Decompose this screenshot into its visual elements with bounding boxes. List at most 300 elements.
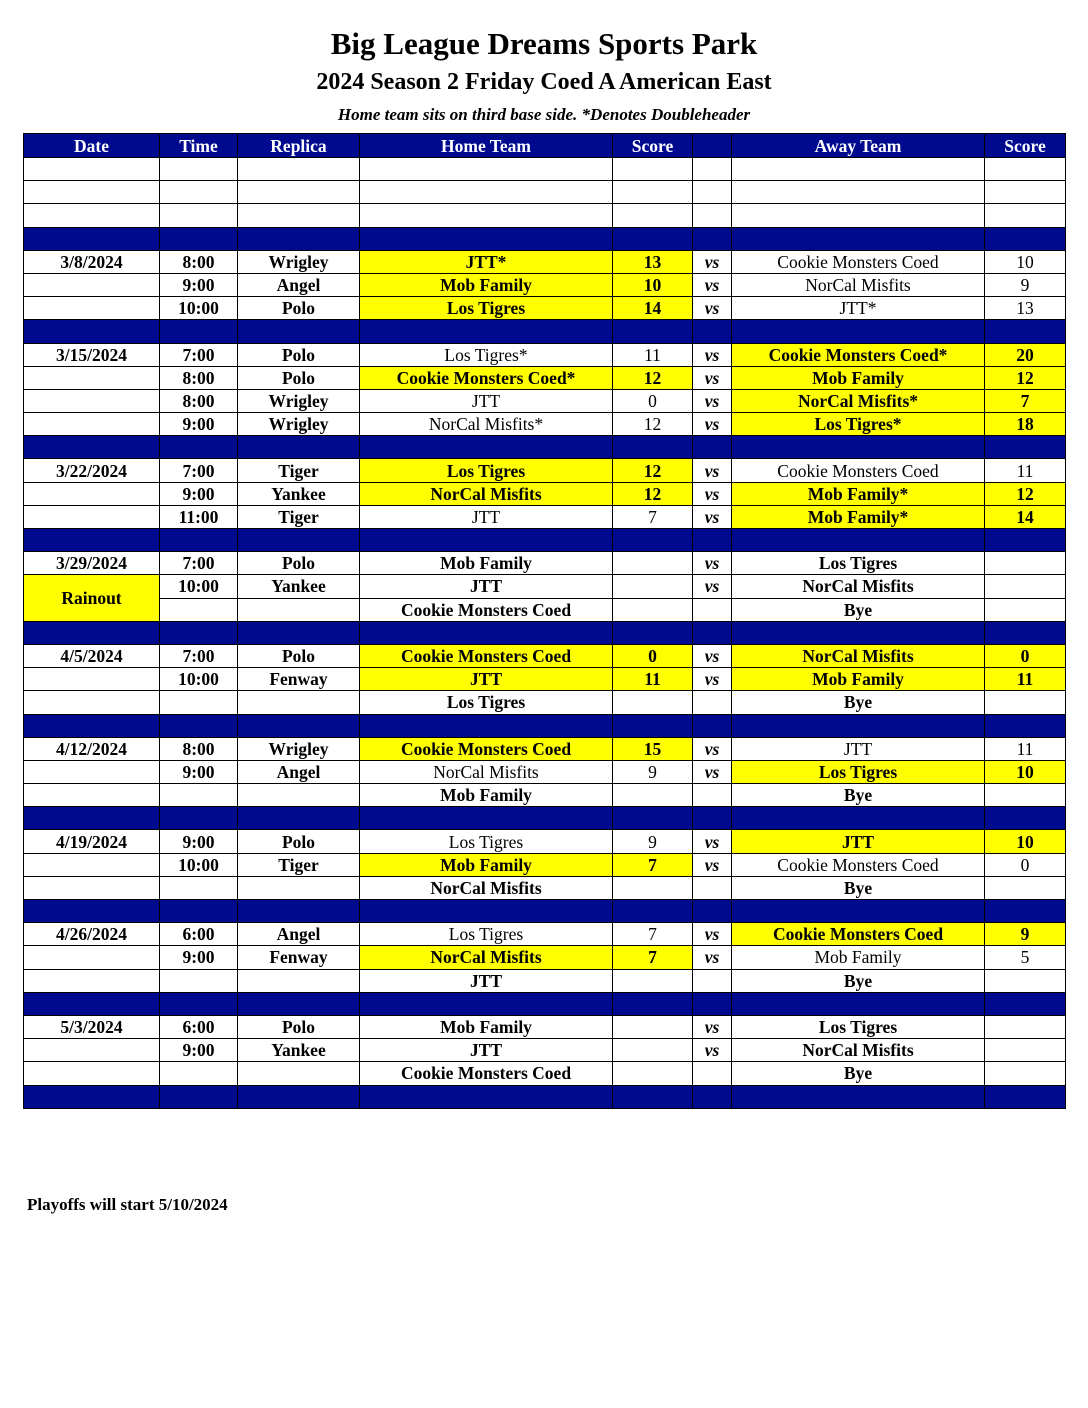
away-team-cell: Cookie Monsters Coed bbox=[732, 459, 985, 482]
home-team-cell: Cookie Monsters Coed bbox=[360, 598, 613, 621]
schedule-note: Home team sits on third base side. *Denotes Doubleheader bbox=[337, 105, 751, 124]
replica-cell: Polo bbox=[238, 366, 360, 389]
separator-row bbox=[24, 529, 1066, 552]
replica-cell: Tiger bbox=[238, 505, 360, 528]
separator-cell bbox=[238, 714, 360, 737]
vs-cell: vs bbox=[693, 250, 732, 273]
separator-cell bbox=[24, 900, 160, 923]
away-team-cell: Bye bbox=[732, 784, 985, 807]
separator-cell bbox=[985, 320, 1066, 343]
separator-cell bbox=[732, 621, 985, 644]
date-cell bbox=[24, 691, 160, 714]
away-score-cell: 10 bbox=[985, 760, 1066, 783]
blank-cell bbox=[693, 158, 732, 181]
vs-cell: vs bbox=[693, 482, 732, 505]
game-row bbox=[24, 459, 1066, 482]
home-score-cell bbox=[613, 575, 693, 598]
away-score-cell: 12 bbox=[985, 366, 1066, 389]
date-cell bbox=[24, 413, 160, 436]
blank-cell bbox=[160, 181, 238, 204]
away-team-cell: Bye bbox=[732, 691, 985, 714]
blank-row bbox=[24, 181, 1066, 204]
date-cell bbox=[24, 876, 160, 899]
away-score-cell: 12 bbox=[985, 482, 1066, 505]
game-row bbox=[24, 1062, 1066, 1085]
col-home-team: Home Team bbox=[360, 134, 613, 158]
game-row bbox=[24, 389, 1066, 412]
game-row bbox=[24, 668, 1066, 691]
separator-cell bbox=[732, 320, 985, 343]
separator-cell bbox=[732, 714, 985, 737]
time-cell: 11:00 bbox=[160, 505, 238, 528]
separator-cell bbox=[160, 714, 238, 737]
separator-cell bbox=[613, 529, 693, 552]
home-team-cell: JTT* bbox=[360, 250, 613, 273]
away-score-cell bbox=[985, 598, 1066, 621]
separator-cell bbox=[693, 900, 732, 923]
away-score-cell: 11 bbox=[985, 459, 1066, 482]
separator-cell bbox=[238, 900, 360, 923]
time-cell: 9:00 bbox=[160, 1039, 238, 1062]
home-team-cell: Mob Family bbox=[360, 853, 613, 876]
date-cell bbox=[24, 273, 160, 296]
blank-cell bbox=[613, 181, 693, 204]
separator-cell bbox=[360, 436, 613, 459]
away-score-cell: 13 bbox=[985, 297, 1066, 320]
vs-cell bbox=[693, 598, 732, 621]
home-score-cell: 9 bbox=[613, 760, 693, 783]
replica-cell: Polo bbox=[238, 297, 360, 320]
blank-cell bbox=[732, 181, 985, 204]
vs-cell bbox=[693, 876, 732, 899]
vs-cell: vs bbox=[693, 668, 732, 691]
date-cell: 3/15/2024 bbox=[24, 343, 160, 366]
separator-cell bbox=[160, 320, 238, 343]
home-score-cell bbox=[613, 969, 693, 992]
home-team-cell: Mob Family bbox=[360, 552, 613, 575]
time-cell: 9:00 bbox=[160, 482, 238, 505]
time-cell bbox=[160, 876, 238, 899]
separator-cell bbox=[693, 621, 732, 644]
away-score-cell: 20 bbox=[985, 343, 1066, 366]
vs-cell: vs bbox=[693, 273, 732, 296]
vs-cell: vs bbox=[693, 760, 732, 783]
schedule-body bbox=[24, 158, 1066, 1109]
game-row bbox=[24, 876, 1066, 899]
separator-cell bbox=[985, 1085, 1066, 1108]
separator-cell bbox=[613, 714, 693, 737]
page-title: Big League Dreams Sports Park bbox=[330, 26, 758, 61]
home-team-cell: Cookie Monsters Coed bbox=[360, 1062, 613, 1085]
separator-cell bbox=[24, 320, 160, 343]
away-score-cell bbox=[985, 1015, 1066, 1038]
away-team-cell: Bye bbox=[732, 969, 985, 992]
separator-cell bbox=[693, 320, 732, 343]
vs-cell bbox=[693, 784, 732, 807]
replica-cell bbox=[238, 598, 360, 621]
separator-cell bbox=[693, 529, 732, 552]
replica-cell: Polo bbox=[238, 644, 360, 667]
home-score-cell: 11 bbox=[613, 668, 693, 691]
date-cell bbox=[24, 946, 160, 969]
home-score-cell: 7 bbox=[613, 853, 693, 876]
vs-cell: vs bbox=[693, 946, 732, 969]
game-row bbox=[24, 1015, 1066, 1038]
away-team-cell: JTT bbox=[732, 737, 985, 760]
away-team-cell: Cookie Monsters Coed bbox=[732, 250, 985, 273]
home-team-cell: JTT bbox=[360, 575, 613, 598]
blank-cell bbox=[24, 181, 160, 204]
away-score-cell bbox=[985, 691, 1066, 714]
vs-cell: vs bbox=[693, 366, 732, 389]
time-cell bbox=[160, 969, 238, 992]
vs-cell: vs bbox=[693, 923, 732, 946]
away-team-cell: Los Tigres* bbox=[732, 413, 985, 436]
blank-cell bbox=[360, 181, 613, 204]
vs-cell: vs bbox=[693, 505, 732, 528]
time-cell bbox=[160, 598, 238, 621]
separator-cell bbox=[24, 714, 160, 737]
separator-cell bbox=[360, 714, 613, 737]
separator-cell bbox=[985, 621, 1066, 644]
home-team-cell: Mob Family bbox=[360, 1015, 613, 1038]
separator-cell bbox=[985, 807, 1066, 830]
blank-cell bbox=[360, 158, 613, 181]
separator-cell bbox=[613, 992, 693, 1015]
game-row bbox=[24, 691, 1066, 714]
blank-row bbox=[24, 204, 1066, 227]
date-cell bbox=[24, 760, 160, 783]
separator-cell bbox=[732, 227, 985, 250]
game-row bbox=[24, 784, 1066, 807]
blank-cell bbox=[238, 181, 360, 204]
home-score-cell: 14 bbox=[613, 297, 693, 320]
away-team-cell: NorCal Misfits bbox=[732, 1039, 985, 1062]
away-team-cell: NorCal Misfits* bbox=[732, 389, 985, 412]
vs-cell: vs bbox=[693, 297, 732, 320]
home-score-cell: 13 bbox=[613, 250, 693, 273]
vs-cell: vs bbox=[693, 1015, 732, 1038]
separator-cell bbox=[613, 900, 693, 923]
game-row bbox=[24, 853, 1066, 876]
separator-cell bbox=[24, 621, 160, 644]
separator-cell bbox=[24, 227, 160, 250]
blank-cell bbox=[160, 158, 238, 181]
time-cell: 6:00 bbox=[160, 923, 238, 946]
blank-cell bbox=[160, 204, 238, 227]
separator-cell bbox=[360, 807, 613, 830]
away-score-cell bbox=[985, 1062, 1066, 1085]
time-cell: 9:00 bbox=[160, 830, 238, 853]
separator-cell bbox=[613, 227, 693, 250]
separator-cell bbox=[613, 807, 693, 830]
away-score-cell: 7 bbox=[985, 389, 1066, 412]
home-score-cell bbox=[613, 552, 693, 575]
away-score-cell bbox=[985, 552, 1066, 575]
home-team-cell: Los Tigres bbox=[360, 923, 613, 946]
separator-cell bbox=[360, 227, 613, 250]
time-cell: 9:00 bbox=[160, 760, 238, 783]
col-replica: Replica bbox=[238, 134, 360, 158]
time-cell: 7:00 bbox=[160, 343, 238, 366]
home-team-cell: Los Tigres bbox=[360, 691, 613, 714]
away-team-cell: Los Tigres bbox=[732, 552, 985, 575]
away-team-cell: Cookie Monsters Coed* bbox=[732, 343, 985, 366]
replica-cell: Yankee bbox=[238, 1039, 360, 1062]
away-team-cell: Mob Family bbox=[732, 946, 985, 969]
away-team-cell: JTT bbox=[732, 830, 985, 853]
col-vs bbox=[693, 134, 732, 158]
blank-cell bbox=[613, 158, 693, 181]
game-row bbox=[24, 1039, 1066, 1062]
date-cell: Rainout bbox=[24, 575, 160, 621]
vs-cell: vs bbox=[693, 343, 732, 366]
home-score-cell bbox=[613, 876, 693, 899]
date-cell: 4/26/2024 bbox=[24, 923, 160, 946]
replica-cell: Polo bbox=[238, 1015, 360, 1038]
date-cell bbox=[24, 969, 160, 992]
separator-cell bbox=[360, 320, 613, 343]
game-row bbox=[24, 505, 1066, 528]
replica-cell bbox=[238, 1062, 360, 1085]
time-cell: 8:00 bbox=[160, 250, 238, 273]
separator-cell bbox=[360, 1085, 613, 1108]
separator-cell bbox=[238, 1085, 360, 1108]
home-score-cell: 12 bbox=[613, 482, 693, 505]
blank-cell bbox=[24, 158, 160, 181]
away-score-cell: 0 bbox=[985, 853, 1066, 876]
game-row bbox=[24, 737, 1066, 760]
game-row bbox=[24, 343, 1066, 366]
home-team-cell: JTT bbox=[360, 505, 613, 528]
home-team-cell: Mob Family bbox=[360, 273, 613, 296]
vs-cell: vs bbox=[693, 853, 732, 876]
vs-cell: vs bbox=[693, 830, 732, 853]
blank-row bbox=[24, 158, 1066, 181]
separator-cell bbox=[693, 227, 732, 250]
date-cell: 5/3/2024 bbox=[24, 1015, 160, 1038]
date-cell bbox=[24, 297, 160, 320]
separator-cell bbox=[985, 714, 1066, 737]
time-cell: 8:00 bbox=[160, 389, 238, 412]
separator-row bbox=[24, 714, 1066, 737]
home-score-cell bbox=[613, 784, 693, 807]
blank-cell bbox=[693, 181, 732, 204]
separator-cell bbox=[24, 992, 160, 1015]
separator-cell bbox=[160, 529, 238, 552]
time-cell: 8:00 bbox=[160, 737, 238, 760]
away-score-cell bbox=[985, 876, 1066, 899]
separator-cell bbox=[732, 900, 985, 923]
replica-cell: Angel bbox=[238, 273, 360, 296]
home-score-cell bbox=[613, 1039, 693, 1062]
separator-cell bbox=[360, 900, 613, 923]
separator-cell bbox=[160, 992, 238, 1015]
time-cell bbox=[160, 784, 238, 807]
away-score-cell: 0 bbox=[985, 644, 1066, 667]
separator-cell bbox=[613, 1085, 693, 1108]
separator-cell bbox=[24, 529, 160, 552]
time-cell: 6:00 bbox=[160, 1015, 238, 1038]
separator-cell bbox=[693, 714, 732, 737]
blank-cell bbox=[360, 204, 613, 227]
blank-cell bbox=[985, 204, 1066, 227]
away-score-cell bbox=[985, 969, 1066, 992]
separator-cell bbox=[613, 621, 693, 644]
home-team-cell: Mob Family bbox=[360, 784, 613, 807]
vs-cell: vs bbox=[693, 644, 732, 667]
separator-cell bbox=[238, 992, 360, 1015]
separator-cell bbox=[985, 436, 1066, 459]
date-cell: 4/5/2024 bbox=[24, 644, 160, 667]
away-score-cell bbox=[985, 784, 1066, 807]
blank-cell bbox=[693, 204, 732, 227]
col-home-score: Score bbox=[613, 134, 693, 158]
date-cell bbox=[24, 389, 160, 412]
home-score-cell: 11 bbox=[613, 343, 693, 366]
vs-cell bbox=[693, 1062, 732, 1085]
replica-cell: Polo bbox=[238, 343, 360, 366]
separator-cell bbox=[985, 227, 1066, 250]
away-team-cell: Los Tigres bbox=[732, 1015, 985, 1038]
separator-cell bbox=[238, 529, 360, 552]
replica-cell bbox=[238, 691, 360, 714]
away-score-cell: 11 bbox=[985, 737, 1066, 760]
blank-cell bbox=[24, 204, 160, 227]
time-cell: 10:00 bbox=[160, 575, 238, 598]
playoffs-note: Playoffs will start 5/10/2024 bbox=[27, 1195, 228, 1214]
page-subtitle: 2024 Season 2 Friday Coed A American East bbox=[316, 69, 772, 95]
separator-cell bbox=[985, 529, 1066, 552]
separator-row bbox=[24, 227, 1066, 250]
away-score-cell bbox=[985, 575, 1066, 598]
vs-cell: vs bbox=[693, 1039, 732, 1062]
home-team-cell: NorCal Misfits bbox=[360, 760, 613, 783]
replica-cell bbox=[238, 969, 360, 992]
separator-cell bbox=[693, 807, 732, 830]
time-cell: 9:00 bbox=[160, 946, 238, 969]
separator-row bbox=[24, 1085, 1066, 1108]
away-team-cell: Bye bbox=[732, 598, 985, 621]
separator-cell bbox=[360, 529, 613, 552]
separator-cell bbox=[693, 1085, 732, 1108]
time-cell: 9:00 bbox=[160, 413, 238, 436]
separator-cell bbox=[693, 992, 732, 1015]
game-row bbox=[24, 969, 1066, 992]
home-score-cell bbox=[613, 598, 693, 621]
home-team-cell: Cookie Monsters Coed bbox=[360, 644, 613, 667]
home-team-cell: NorCal Misfits* bbox=[360, 413, 613, 436]
separator-cell bbox=[613, 320, 693, 343]
time-cell: 10:00 bbox=[160, 297, 238, 320]
replica-cell: Wrigley bbox=[238, 389, 360, 412]
game-row bbox=[24, 273, 1066, 296]
home-team-cell: NorCal Misfits bbox=[360, 482, 613, 505]
away-score-cell: 10 bbox=[985, 830, 1066, 853]
vs-cell: vs bbox=[693, 389, 732, 412]
home-team-cell: NorCal Misfits bbox=[360, 946, 613, 969]
separator-cell bbox=[160, 621, 238, 644]
col-time: Time bbox=[160, 134, 238, 158]
replica-cell: Angel bbox=[238, 923, 360, 946]
replica-cell: Wrigley bbox=[238, 737, 360, 760]
blank-cell bbox=[613, 204, 693, 227]
date-cell bbox=[24, 784, 160, 807]
game-row bbox=[24, 482, 1066, 505]
home-team-cell: Los Tigres bbox=[360, 459, 613, 482]
replica-cell: Polo bbox=[238, 552, 360, 575]
separator-cell bbox=[613, 436, 693, 459]
time-cell: 10:00 bbox=[160, 668, 238, 691]
date-cell bbox=[24, 853, 160, 876]
home-score-cell: 7 bbox=[613, 923, 693, 946]
separator-row bbox=[24, 992, 1066, 1015]
away-score-cell: 5 bbox=[985, 946, 1066, 969]
home-team-cell: JTT bbox=[360, 668, 613, 691]
away-score-cell: 10 bbox=[985, 250, 1066, 273]
replica-cell: Tiger bbox=[238, 459, 360, 482]
home-score-cell: 0 bbox=[613, 644, 693, 667]
separator-cell bbox=[160, 900, 238, 923]
home-team-cell: Los Tigres bbox=[360, 297, 613, 320]
replica-cell: Tiger bbox=[238, 853, 360, 876]
away-score-cell: 14 bbox=[985, 505, 1066, 528]
home-score-cell: 12 bbox=[613, 366, 693, 389]
separator-cell bbox=[160, 436, 238, 459]
vs-cell bbox=[693, 691, 732, 714]
replica-cell bbox=[238, 876, 360, 899]
home-score-cell bbox=[613, 1062, 693, 1085]
home-team-cell: Cookie Monsters Coed bbox=[360, 737, 613, 760]
away-team-cell: NorCal Misfits bbox=[732, 575, 985, 598]
vs-cell bbox=[693, 969, 732, 992]
game-row bbox=[24, 297, 1066, 320]
date-cell bbox=[24, 366, 160, 389]
home-team-cell: Los Tigres* bbox=[360, 343, 613, 366]
separator-cell bbox=[732, 807, 985, 830]
separator-cell bbox=[732, 529, 985, 552]
blank-cell bbox=[985, 181, 1066, 204]
game-row bbox=[24, 250, 1066, 273]
schedule-table bbox=[23, 133, 1066, 1109]
replica-cell: Angel bbox=[238, 760, 360, 783]
home-score-cell: 10 bbox=[613, 273, 693, 296]
separator-cell bbox=[160, 1085, 238, 1108]
away-team-cell: Mob Family bbox=[732, 668, 985, 691]
away-team-cell: Mob Family* bbox=[732, 482, 985, 505]
separator-cell bbox=[160, 807, 238, 830]
away-team-cell: Cookie Monsters Coed bbox=[732, 923, 985, 946]
game-row bbox=[24, 575, 1066, 598]
separator-cell bbox=[360, 992, 613, 1015]
separator-cell bbox=[160, 227, 238, 250]
separator-cell bbox=[238, 807, 360, 830]
blank-cell bbox=[732, 204, 985, 227]
separator-cell bbox=[693, 436, 732, 459]
home-score-cell: 12 bbox=[613, 459, 693, 482]
separator-cell bbox=[985, 992, 1066, 1015]
col-away-team: Away Team bbox=[732, 134, 985, 158]
replica-cell: Yankee bbox=[238, 575, 360, 598]
header-row bbox=[24, 134, 1066, 158]
home-score-cell bbox=[613, 691, 693, 714]
away-team-cell: Cookie Monsters Coed bbox=[732, 853, 985, 876]
time-cell: 7:00 bbox=[160, 644, 238, 667]
separator-cell bbox=[238, 320, 360, 343]
separator-cell bbox=[238, 227, 360, 250]
home-team-cell: JTT bbox=[360, 969, 613, 992]
date-cell: 3/22/2024 bbox=[24, 459, 160, 482]
